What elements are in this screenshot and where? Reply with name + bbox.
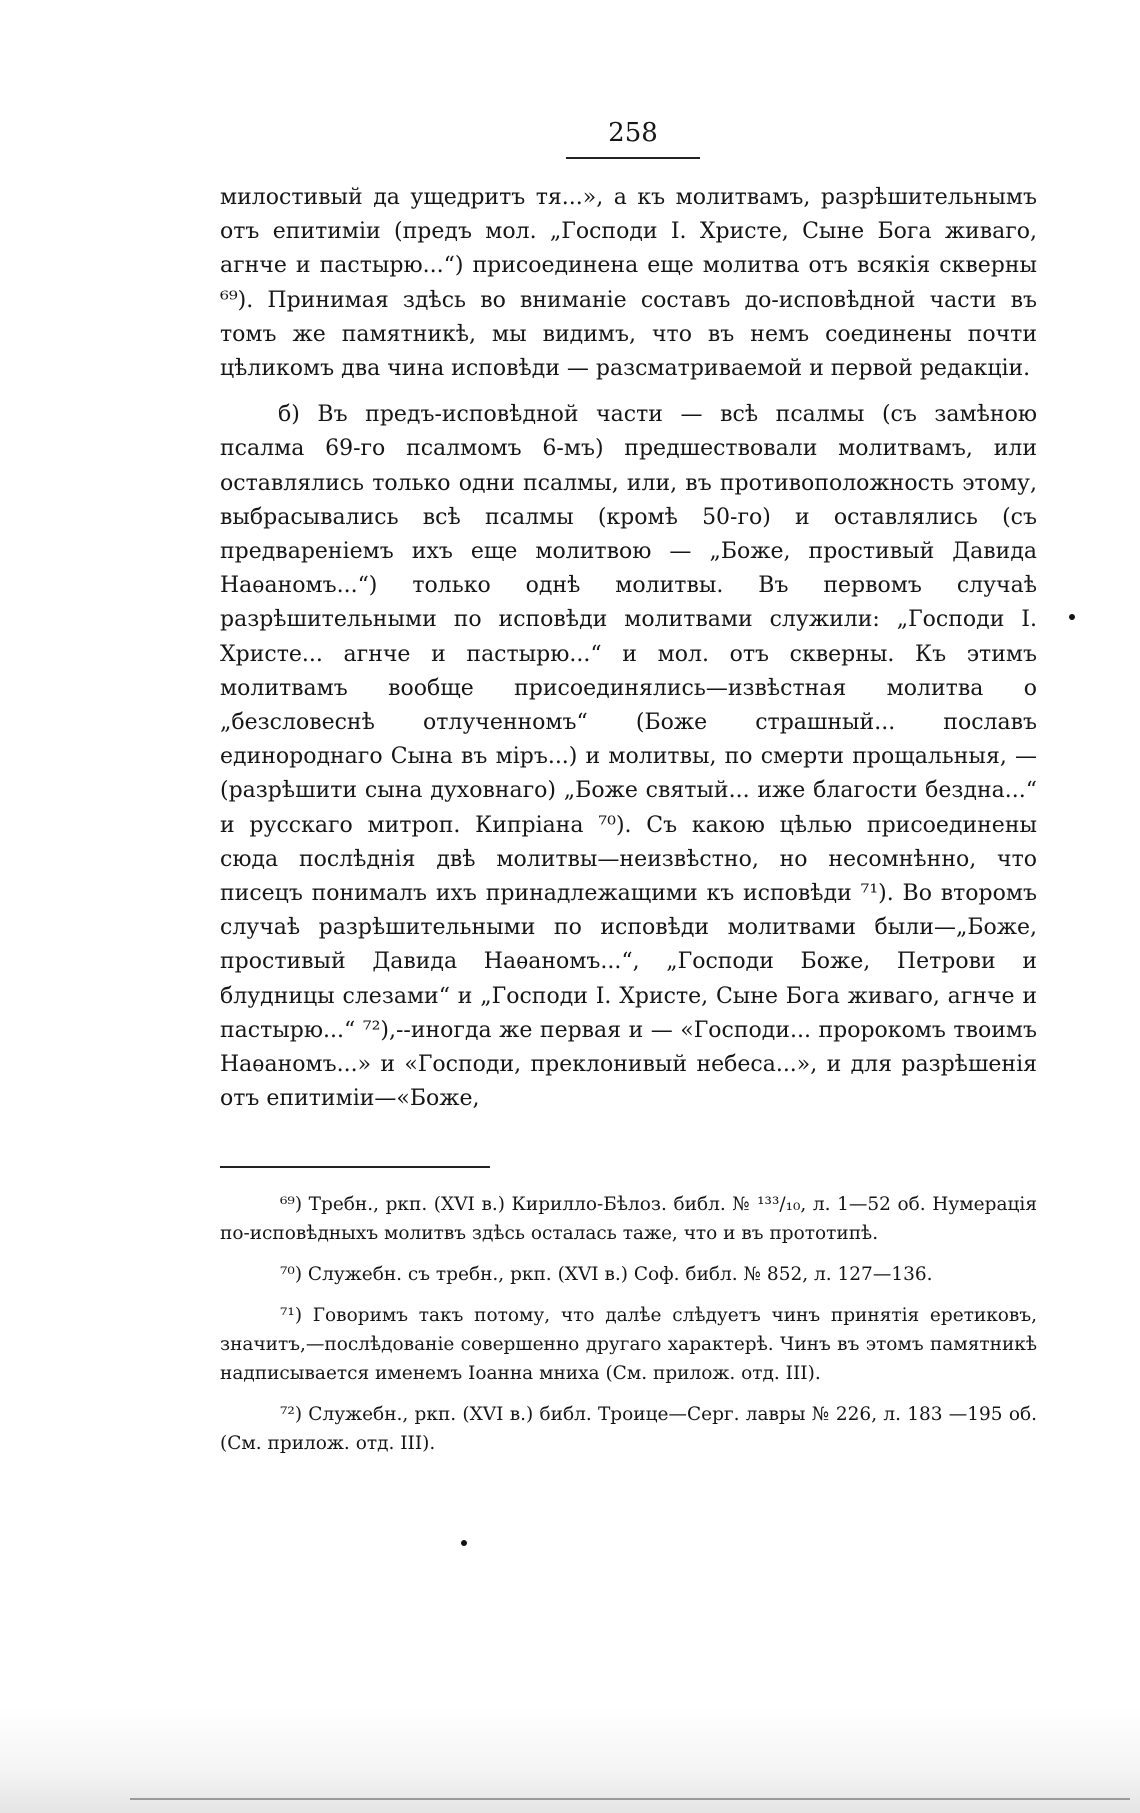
footnote-69: ⁶⁹) Требн., ркп. (XVI в.) Кирилло-Бѣлоз. библ. № ¹³³/₁₀, л. 1—52 об. Нумерація по-исповѣдныхъ молитвъ здѣсь осталась таже, что и въ прототипѣ. bbox=[220, 1194, 1037, 1244]
footnote-separator bbox=[220, 1166, 490, 1168]
margin-ink-dot bbox=[1069, 614, 1075, 620]
ink-dot bbox=[461, 1540, 467, 1546]
scan-shadow bbox=[0, 1705, 1140, 1813]
footnote-71: ⁷¹) Говоримъ такъ потому, что далѣе слѣдуетъ чинъ принятія еретиковъ, значитъ,—послѣдованіе совершенно другаго характерѣ. Чинъ въ этомъ памятникѣ надписывается именемъ Іоанна мниха (См. прилож. отд. III). bbox=[220, 1305, 1037, 1384]
footnotes bbox=[220, 1190, 1037, 1470]
paragraph: б) Въ предъ-исповѣдной части — всѣ псалмы (съ замѣною псалма 69-го псалмомъ 6-мъ) предшествовали молитвамъ, или оставлялись только одни псалмы, или, въ противоположность этому, выбрасывались всѣ псалмы (кромѣ 50-го) и оставлялись (съ предвареніемъ ихъ еще молитвою — „Боже, простивый Давида Наѳаномъ...“) только однѣ молитвы. Въ первомъ случаѣ разрѣшительными по исповѣди молитвами служили: „Господи I. Христе... агнче и пастырю...“ и мол. отъ скверны. Къ этимъ молитвамъ вообще присоединялись—извѣстная молитва о „безсловеснѣ отлученномъ“ (Боже страшный... пославъ единороднаго Сына въ міръ...) и молитвы, по смерти прощальныя, — (разрѣшити сына духовнаго) „Боже святый... иже благости бездна...“ и русскаго митроп. Кипріана ⁷⁰). Съ какою цѣлью присоединены сюда послѣднія двѣ молитвы—неизвѣстно, но несомнѣнно, что писецъ понималъ ихъ принадлежащими къ исповѣди ⁷¹). Во второмъ случаѣ разрѣшительными по исповѣди молитвами были—„Боже, простивый Давида Наѳаномъ...“, „Господи Боже, Петрови и блудницы слезами“ и „Господи I. Христе, Сыне Бога живаго, агнче и пастырю...“ ⁷²),--иногда же первая и — «Господи... пророкомъ твоимъ Наѳаномъ...» и «Господи, преклонивый небеса...», и для разрѣшенія отъ епитиміи—«Боже, bbox=[220, 402, 1037, 1112]
page-number-rule bbox=[566, 157, 700, 159]
footnote-72: ⁷²) Служебн., ркп. (XVI в.) библ. Троице—Серг. лавры № 226, л. 183 —195 об. (См. прилож. отд. III). bbox=[220, 1404, 1037, 1454]
page-number: 258 bbox=[608, 118, 658, 148]
scan-edge-line bbox=[130, 1798, 1130, 1800]
footnote-70: ⁷⁰) Служебн. съ требн., ркп. (XVI в.) Соф. библ. № 852, л. 127—136. bbox=[280, 1264, 933, 1285]
paragraph: милостивый да ущедритъ тя...», а къ молитвамъ, разрѣшительнымъ отъ епитиміи (предъ мол. „Господи I. Христе, Сыне Бога живаго, агнче и пастырю...“) присоединена еще молитва отъ всякія скверны ⁶⁹). Принимая здѣсь во вниманіе составъ до-исповѣдной части въ томъ же памятникѣ, мы видимъ, что въ немъ соединены почти цѣликомъ два чина исповѣди — разсматриваемой и первой редакціи. bbox=[220, 185, 1037, 382]
main-text bbox=[220, 181, 1037, 1116]
